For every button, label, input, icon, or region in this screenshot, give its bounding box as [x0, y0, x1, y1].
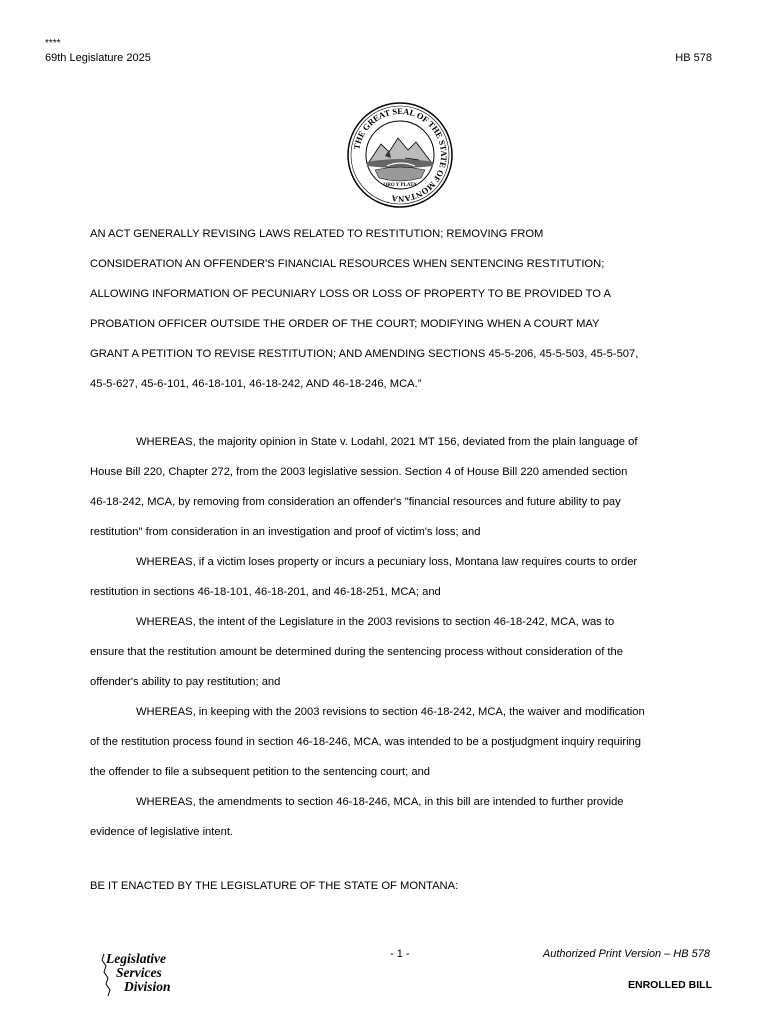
authorized-print-version: Authorized Print Version – HB 578 — [542, 948, 710, 960]
page-number: - 1 - — [390, 948, 410, 960]
whereas-line: evidence of legislative intent. — [90, 826, 234, 838]
svg-text:ORO Y PLATA: ORO Y PLATA — [383, 183, 417, 188]
whereas-line: WHEREAS, the majority opinion in State v. Lodahl, 2021 MT 156, deviated from the plain language of — [136, 436, 638, 448]
whereas-line: offender's ability to pay restitution; and — [90, 676, 281, 688]
whereas-line: restitution in sections 46-18-101, 46-18-201, and 46-18-251, MCA; and — [90, 586, 441, 598]
whereas-line: ensure that the restitution amount be determined during the sentencing process without consideration of the — [90, 646, 623, 658]
whereas-line: 46-18-242, MCA, by removing from consideration an offender's "financial resources and future ability to pay — [90, 496, 621, 508]
title-line: AN ACT GENERALLY REVISING LAWS RELATED TO RESTITUTION; REMOVING FROM — [90, 228, 544, 240]
whereas-clauses — [90, 427, 715, 847]
whereas-line: of the restitution process found in section 46-18-246, MCA, was intended to be a postjudgment inquiry requiring — [90, 736, 641, 748]
bill-number: HB 578 — [675, 52, 712, 64]
title-line: ALLOWING INFORMATION OF PECUNIARY LOSS OR LOSS OF PROPERTY TO BE PROVIDED TO A — [90, 288, 611, 300]
montana-state-seal-icon — [345, 100, 455, 210]
title-line: CONSIDERATION AN OFFENDER'S FINANCIAL RESOURCES WHEN SENTENCING RESTITUTION; — [90, 258, 605, 270]
seal-ring-text: THE GREAT SEAL OF THE STATE OF MONTANA — [351, 105, 450, 205]
title-line: GRANT A PETITION TO REVISE RESTITUTION; AND AMENDING SECTIONS 45-5-206, 45-5-503, 45-5-507, — [90, 348, 639, 360]
legislature-label: 69th Legislature 2025 — [45, 52, 151, 64]
enrolled-bill-label: ENROLLED BILL — [628, 979, 712, 991]
whereas-line: WHEREAS, the amendments to section 46-18-246, MCA, in this bill are intended to further provide — [136, 796, 624, 808]
whereas-line: WHEREAS, if a victim loses property or incurs a pecuniary loss, Montana law requires courts to order — [136, 556, 638, 568]
logo-word-division: Division — [124, 979, 171, 994]
whereas-line: the offender to file a subsequent petition to the sentencing court; and — [90, 766, 431, 778]
logo-word-services: Services — [116, 965, 162, 980]
enacting-clause: BE IT ENACTED BY THE LEGISLATURE OF THE STATE OF MONTANA: — [90, 880, 459, 892]
title-line: PROBATION OFFICER OUTSIDE THE ORDER OF THE COURT; MODIFYING WHEN A COURT MAY — [90, 318, 600, 330]
whereas-line: WHEREAS, in keeping with the 2003 revisions to section 46-18-242, MCA, the waiver and modification — [136, 706, 645, 718]
whereas-line: WHEREAS, the intent of the Legislature in the 2003 revisions to section 46-18-242, MCA, was to — [136, 616, 615, 628]
header-stars: **** — [45, 38, 61, 49]
logo-word-legislative: Legislative — [106, 951, 166, 966]
whereas-line: House Bill 220, Chapter 272, from the 2003 legislative session. Section 4 of House Bill 220 amended section — [90, 466, 628, 478]
title-line: 45-5-627, 45-6-101, 46-18-101, 46-18-242, AND 46-18-246, MCA.” — [90, 378, 422, 390]
whereas-line: restitution" from consideration in an investigation and proof of victim's loss; and — [90, 526, 481, 538]
legislative-services-division-logo — [98, 950, 194, 1000]
